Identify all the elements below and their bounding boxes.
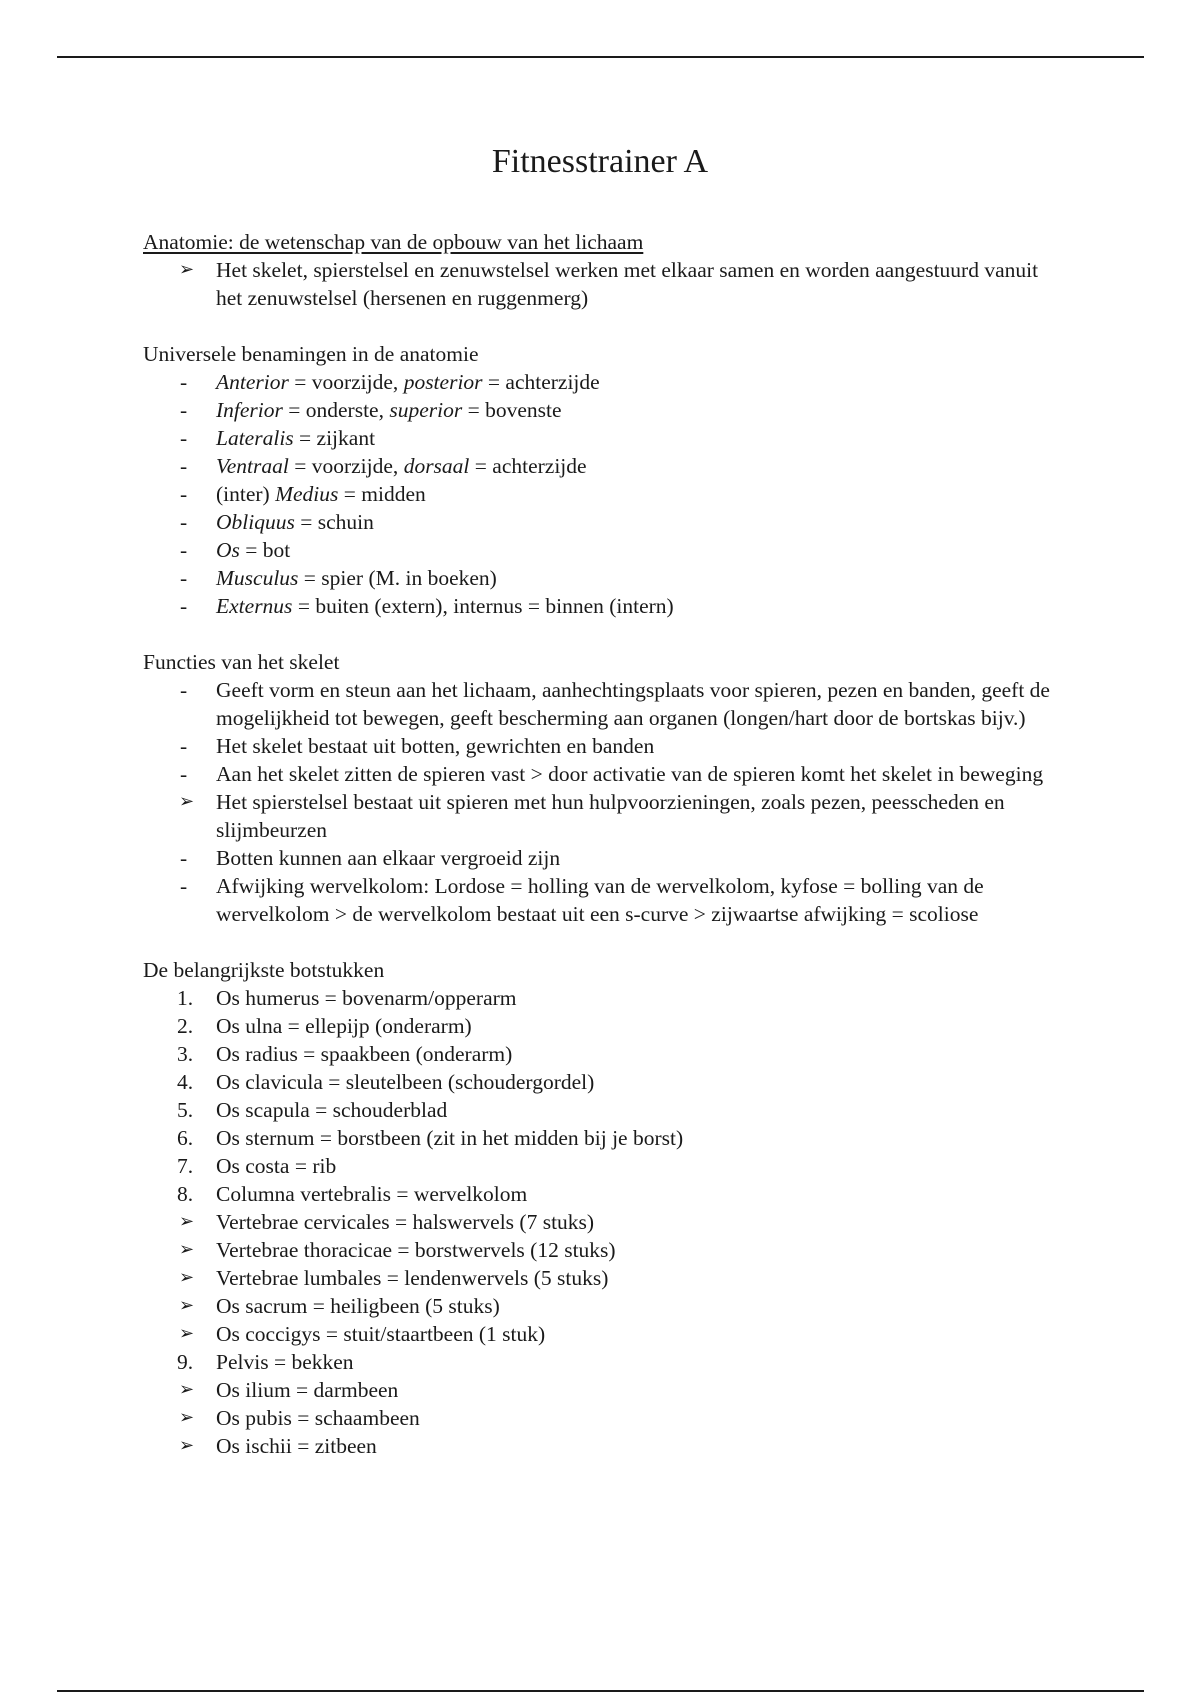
- term: Inferior: [216, 398, 283, 422]
- item-text: Os sternum = borstbeen (zit in het midden bij je borst): [216, 1126, 684, 1150]
- list-item: [143, 844, 1063, 872]
- list-item: [143, 760, 1063, 788]
- number-marker: 1.: [177, 986, 194, 1010]
- definition: = schuin: [294, 510, 374, 534]
- arrow-bullet-icon: ➢: [179, 1435, 195, 1456]
- item-text: Vertebrae cervicales = halswervels (7 stuks): [216, 1210, 595, 1234]
- list-item: [143, 1068, 1063, 1096]
- list-item: [143, 452, 1063, 480]
- list-item: [143, 1208, 1063, 1236]
- dash-bullet: -: [180, 482, 188, 506]
- dash-bullet: -: [180, 874, 188, 898]
- document-body: [143, 228, 1063, 1488]
- list-item: [143, 1124, 1063, 1152]
- item-text: Os ulna = ellepijp (onderarm): [216, 1014, 472, 1038]
- item-list: [143, 676, 1063, 928]
- item-list: [143, 984, 1063, 1460]
- bottom-rule: [57, 1690, 1144, 1692]
- definition: = buiten (extern), internus = binnen (intern): [292, 594, 674, 618]
- item-text: Afwijking wervelkolom: Lordose = holling van de wervelkolom, kyfose = bolling van de wervelkolom > de wervelkolom bestaat uit een s-curve > zijwaartse afwijking = scoliose: [216, 874, 984, 926]
- term: Musculus: [216, 566, 299, 590]
- list-item: [143, 592, 1063, 620]
- definition: = voorzijde,: [288, 370, 404, 394]
- item-text: Vertebrae lumbales = lendenwervels (5 stuks): [216, 1266, 609, 1290]
- list-item: [143, 1180, 1063, 1208]
- list-item: [143, 256, 1063, 312]
- section-heading: Anatomie: de wetenschap van de opbouw van het lichaam: [143, 230, 644, 254]
- dash-bullet: -: [180, 454, 188, 478]
- definition: = bot: [239, 538, 291, 562]
- item-text: Os humerus = bovenarm/opperarm: [216, 986, 517, 1010]
- list-item: [143, 1012, 1063, 1040]
- number-marker: 7.: [177, 1154, 194, 1178]
- list-item: [143, 1432, 1063, 1460]
- arrow-bullet-icon: ➢: [179, 1239, 195, 1260]
- item-text: Os pubis = schaambeen: [216, 1406, 420, 1430]
- section-functies: [143, 648, 1063, 928]
- number-marker: 2.: [177, 1014, 194, 1038]
- definition: = spier (M. in boeken): [298, 566, 497, 590]
- item-text: Het skelet, spierstelsel en zenuwstelsel werken met elkaar samen en worden aangestuurd vanuit het zenuwstelsel (hersenen en ruggenmerg): [216, 258, 1039, 310]
- definition: = achterzijde: [469, 454, 587, 478]
- list-item: [143, 424, 1063, 452]
- term: Os: [216, 538, 240, 562]
- item-text: Het skelet bestaat uit botten, gewrichten en banden: [216, 734, 655, 758]
- definition: = onderste,: [282, 398, 390, 422]
- definition: = achterzijde: [482, 370, 600, 394]
- list-item: [143, 788, 1063, 844]
- item-text: Os sacrum = heiligbeen (5 stuks): [216, 1294, 500, 1318]
- list-item: [143, 1264, 1063, 1292]
- term: Externus: [216, 594, 293, 618]
- item-text: Os clavicula = sleutelbeen (schoudergordel): [216, 1070, 595, 1094]
- arrow-bullet-icon: ➢: [179, 1267, 195, 1288]
- section-anatomie: [143, 228, 1063, 312]
- item-list: [143, 368, 1063, 620]
- arrow-bullet-icon: ➢: [179, 1407, 195, 1428]
- dash-bullet: -: [180, 734, 188, 758]
- section-heading: Functies van het skelet: [143, 650, 340, 674]
- term: posterior: [403, 370, 483, 394]
- top-rule: [57, 56, 1144, 58]
- definition: = voorzijde,: [288, 454, 404, 478]
- number-marker: 9.: [177, 1350, 194, 1374]
- item-text: Pelvis = bekken: [216, 1350, 354, 1374]
- list-item: [143, 508, 1063, 536]
- number-marker: 5.: [177, 1098, 194, 1122]
- number-marker: 6.: [177, 1126, 194, 1150]
- item-text: Os scapula = schouderblad: [216, 1098, 448, 1122]
- dash-bullet: -: [180, 426, 188, 450]
- dash-bullet: -: [180, 370, 188, 394]
- list-item: [143, 536, 1063, 564]
- section-botstukken: [143, 956, 1063, 1460]
- definition: = zijkant: [293, 426, 376, 450]
- term: Lateralis: [216, 426, 294, 450]
- arrow-bullet-icon: ➢: [179, 1379, 195, 1400]
- item-list: [143, 256, 1063, 312]
- dash-bullet: -: [180, 398, 188, 422]
- term: dorsaal: [403, 454, 470, 478]
- arrow-bullet-icon: ➢: [179, 1211, 195, 1232]
- list-item: [143, 1096, 1063, 1124]
- term: superior: [389, 398, 463, 422]
- term: Medius: [275, 482, 339, 506]
- item-text: Botten kunnen aan elkaar vergroeid zijn: [216, 846, 561, 870]
- arrow-bullet-icon: ➢: [179, 791, 195, 812]
- definition: = midden: [338, 482, 426, 506]
- list-item: [143, 732, 1063, 760]
- arrow-bullet-icon: ➢: [179, 1323, 195, 1344]
- list-item: [143, 396, 1063, 424]
- term: Anterior: [216, 370, 289, 394]
- dash-bullet: -: [180, 510, 188, 534]
- dash-bullet: -: [180, 846, 188, 870]
- item-text: Aan het skelet zitten de spieren vast > door activatie van de spieren komt het skelet in beweging: [216, 762, 1044, 786]
- list-item: [143, 1152, 1063, 1180]
- item-text: Os ilium = darmbeen: [216, 1378, 399, 1402]
- number-marker: 3.: [177, 1042, 194, 1066]
- dash-bullet: -: [180, 538, 188, 562]
- dash-bullet: -: [180, 762, 188, 786]
- list-item: [143, 1348, 1063, 1376]
- item-text: Vertebrae thoracicae = borstwervels (12 stuks): [216, 1238, 616, 1262]
- arrow-bullet-icon: ➢: [179, 259, 195, 280]
- number-marker: 8.: [177, 1182, 194, 1206]
- prefix: (inter): [216, 482, 276, 506]
- list-item: [143, 564, 1063, 592]
- number-marker: 4.: [177, 1070, 194, 1094]
- term: Obliquus: [216, 510, 295, 534]
- item-text: Geeft vorm en steun aan het lichaam, aanhechtingsplaats voor spieren, pezen en banden, geeft de mogelijkheid tot bewegen, geeft bescherming aan organen (longen/hart door de bortskas bijv.): [216, 678, 1050, 730]
- list-item: [143, 480, 1063, 508]
- item-text: Os coccigys = stuit/staartbeen (1 stuk): [216, 1322, 546, 1346]
- dash-bullet: -: [180, 594, 188, 618]
- dash-bullet: -: [180, 678, 188, 702]
- section-benamingen: [143, 340, 1063, 620]
- page-title: Fitnesstrainer A: [491, 143, 709, 180]
- list-item: [143, 368, 1063, 396]
- list-item: [143, 872, 1063, 928]
- list-item: [143, 1292, 1063, 1320]
- section-heading: De belangrijkste botstukken: [143, 958, 385, 982]
- list-item: [143, 1040, 1063, 1068]
- item-text: Het spierstelsel bestaat uit spieren met hun hulpvoorzieningen, zoals pezen, peesscheden en slijmbeurzen: [216, 790, 1005, 842]
- term: Ventraal: [216, 454, 289, 478]
- dash-bullet: -: [180, 566, 188, 590]
- item-text: Os costa = rib: [216, 1154, 337, 1178]
- list-item: [143, 1320, 1063, 1348]
- section-heading: Universele benamingen in de anatomie: [143, 342, 479, 366]
- list-item: [143, 984, 1063, 1012]
- definition: = bovenste: [462, 398, 562, 422]
- list-item: [143, 1376, 1063, 1404]
- item-text: Os radius = spaakbeen (onderarm): [216, 1042, 513, 1066]
- list-item: [143, 676, 1063, 732]
- item-text: Os ischii = zitbeen: [216, 1434, 377, 1458]
- list-item: [143, 1404, 1063, 1432]
- arrow-bullet-icon: ➢: [179, 1295, 195, 1316]
- list-item: [143, 1236, 1063, 1264]
- item-text: Columna vertebralis = wervelkolom: [216, 1182, 528, 1206]
